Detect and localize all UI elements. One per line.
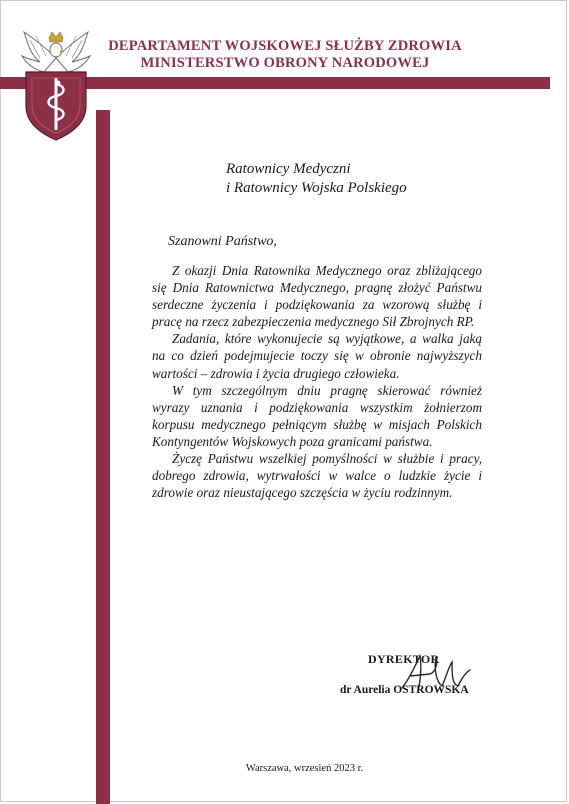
recipient-line-2: i Ratownicy Wojska Polskiego: [226, 180, 407, 196]
paragraph: Życzę Państwu wszelkiej pomyślności w służbie i pracy, dobrego zdrowia, wytrwałości w walce o ludzkie życie i zdrowie oraz nieustającego szczęścia w życiu rodzinnym.: [152, 451, 482, 501]
military-medical-service-emblem-icon: [18, 28, 94, 142]
salutation: Szanowni Państwo,: [168, 234, 277, 249]
signatory-name: dr Aurelia OSTROWSKA: [340, 684, 469, 696]
recipient-line-1: Ratownicy Medyczni: [226, 161, 351, 177]
letterhead-title: [100, 38, 470, 72]
recipient-block: [226, 160, 407, 198]
letterhead-band-vertical: [96, 110, 110, 804]
ministry-name: MINISTERSTWO OBRONY NARODOWEJ: [140, 55, 430, 71]
paragraph: W tym szczególnym dniu pragnę skierować również wyrazy uznania i podziękowania wszystkim żołnierzom korpusu medycznego pełniącym służbę w misjach Polskich Kontyngentów Wojskowych poza granicami państwa.: [152, 382, 482, 449]
letter-body: [152, 262, 482, 501]
paragraph: Zadania, które wykonujecie są wyjątkowe, a walka jaką na co dzień podejmujecie toczy się w obronie najwyższych wartości – zdrowia i życia drugiego człowieka.: [152, 331, 482, 381]
place-and-date: Warszawa, wrzesień 2023 r.: [245, 763, 364, 774]
institution-name: DEPARTAMENT WOJSKOWEJ SŁUŻBY ZDROWIA: [108, 38, 462, 54]
paragraph: Z okazji Dnia Ratownika Medycznego oraz zbliżającego się Dnia Ratownictwa Medycznego, pragnę złożyć Państwu serdeczne życzenia i podziękowania za wzorową służbę i pracę na rzecz zabezpieczenia medycznego Sił Zbrojnych RP.: [152, 263, 482, 330]
signatory-title: DYREKTOR: [368, 652, 440, 666]
